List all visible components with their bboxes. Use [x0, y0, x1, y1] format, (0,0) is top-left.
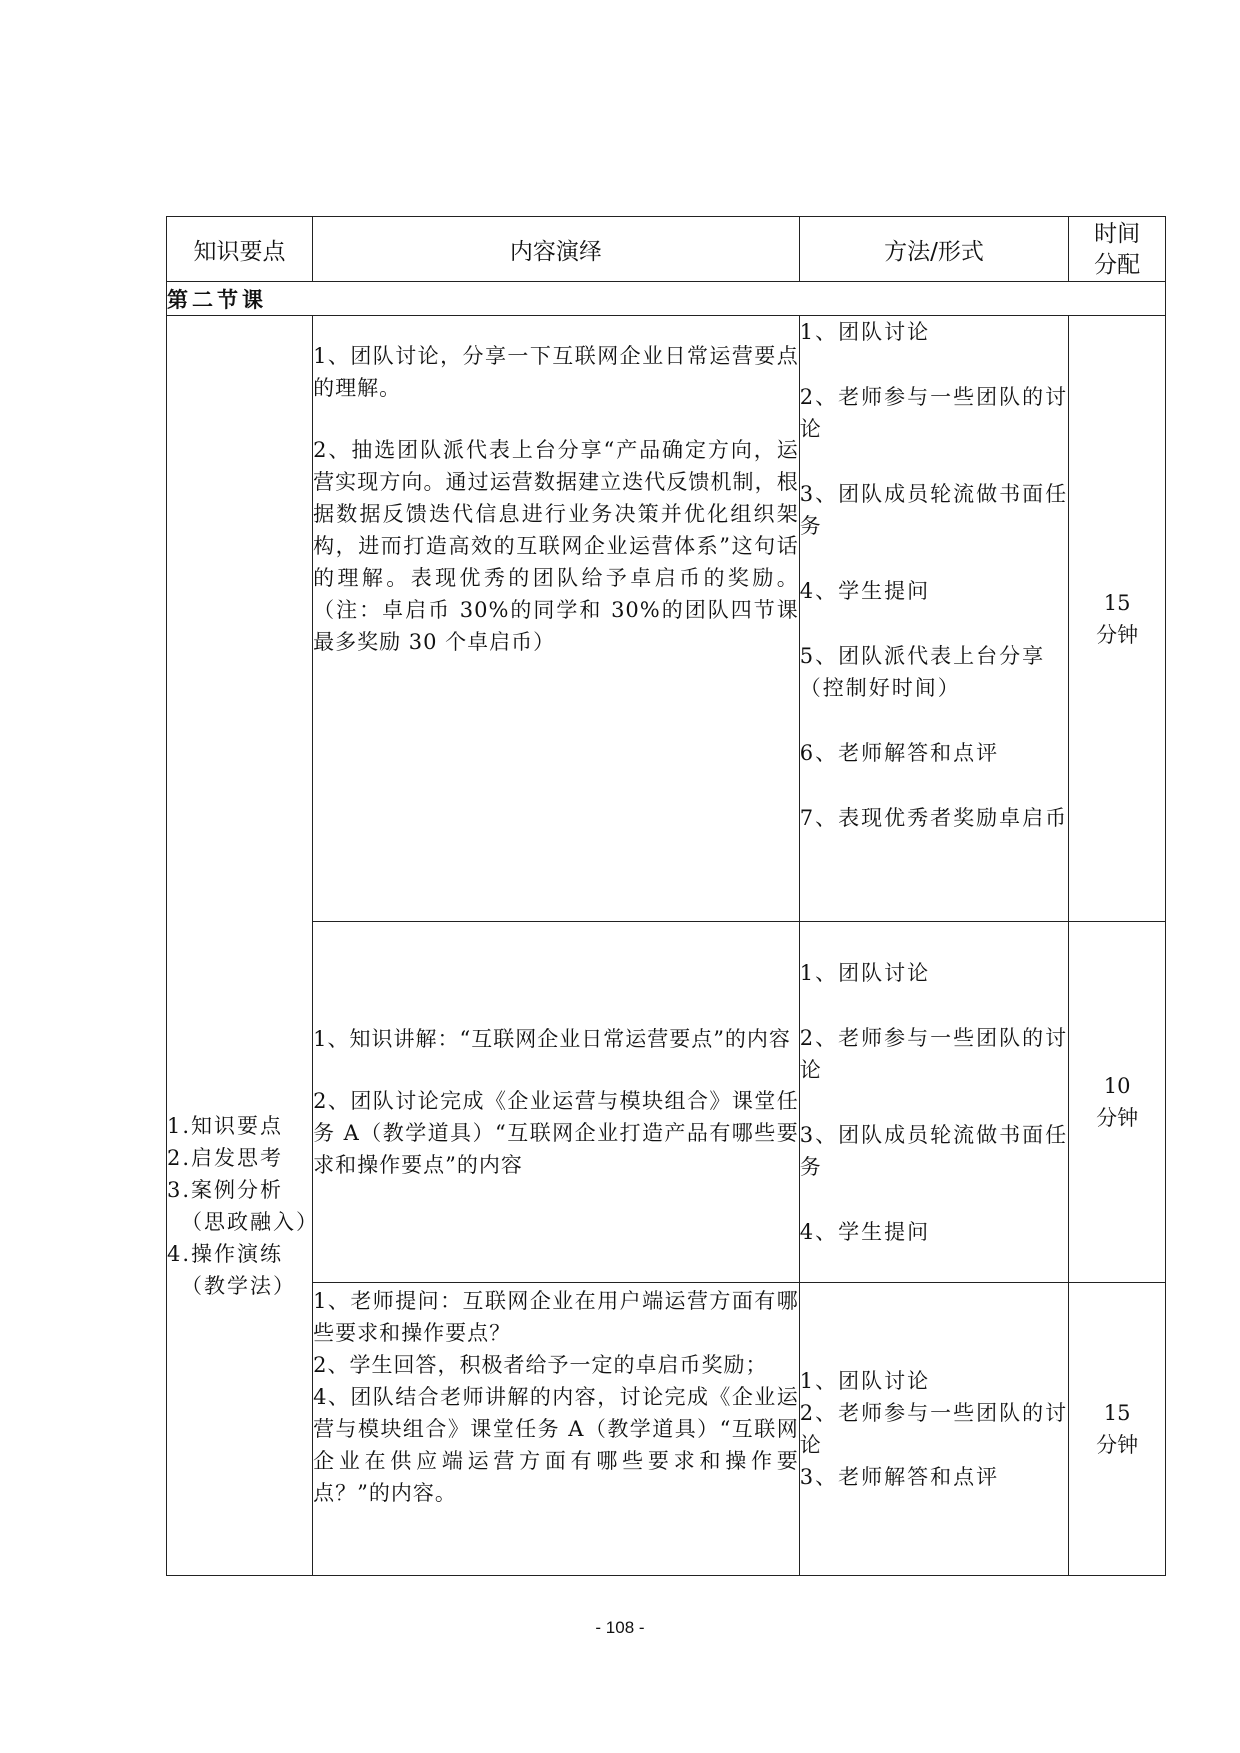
page-number: - 108 -: [595, 1618, 645, 1637]
header-time-line1: 时间: [1094, 221, 1141, 247]
content-paragraph: 2、团队讨论完成《企业运营与模块组合》课堂任务 A（教学道具）“互联网企业打造产品有哪些要求和操作要点”的内容: [313, 1089, 799, 1177]
method-item: 4、学生提问: [799, 579, 931, 603]
method-item: 3、老师解答和点评: [799, 1465, 1000, 1489]
method-item: 1、团队讨论: [799, 320, 931, 344]
content-paragraph: 4、团队结合老师讲解的内容，讨论完成《企业运营与模块组合》课堂任务 A（教学道具）“互联网企业在供应端运营方面有哪些要求和操作要点？”的内容。: [313, 1385, 799, 1505]
method-item: 2、老师参与一些团队的讨论: [799, 1401, 1069, 1457]
method-item: 6、老师解答和点评: [799, 741, 1000, 765]
header-content: 内容演绎: [313, 217, 800, 282]
knowledge-point: 1.知识要点: [167, 1113, 284, 1138]
header-time-line2: 分配: [1094, 252, 1141, 278]
content-cell: [313, 922, 800, 1283]
time-unit: 分钟: [1096, 1106, 1139, 1130]
content-cell: [313, 1283, 800, 1576]
knowledge-point: 2.启发思考: [167, 1145, 284, 1170]
method-item: 7、表现优秀者奖励卓启币: [799, 806, 1069, 830]
method-item: 3、团队成员轮流做书面任务: [799, 482, 1069, 538]
method-item: 1、团队讨论: [799, 960, 931, 985]
method-item: 2、老师参与一些团队的讨论: [799, 1025, 1069, 1082]
content-paragraph: 2、抽选团队派代表上台分享“产品确定方向，运营实现方向。通过运营数据建立迭代反馈机制，根据数据反馈迭代信息进行业务决策并优化组织架构，进而打造高效的互联网企业运营体系”这句话的理解。表现优秀的团队给予卓启币的奖励。（注：卓启币 30%的同学和 30%的团队四节课最多奖励 30 个卓启币）: [313, 438, 799, 654]
method-item: 1、团队讨论: [799, 1369, 931, 1393]
knowledge-points-cell: [167, 316, 319, 1576]
header-time: [1069, 217, 1166, 282]
time-unit: 分钟: [1096, 1433, 1139, 1457]
time-value: 15: [1103, 590, 1131, 615]
method-item: 5、团队派代表上台分享（控制好时间）: [799, 644, 1046, 700]
section-row: [167, 282, 1166, 316]
method-item: 3、团队成员轮流做书面任务: [799, 1122, 1069, 1179]
time-cell: [1069, 922, 1166, 1283]
time-cell: [1069, 316, 1166, 922]
content-paragraph: 1、团队讨论，分享一下互联网企业日常运营要点的理解。: [313, 344, 799, 400]
time-unit: 分钟: [1096, 622, 1139, 647]
content-paragraph: 1、老师提问：互联网企业在用户端运营方面有哪些要求和操作要点？: [313, 1289, 799, 1345]
method-item: 4、学生提问: [799, 1219, 931, 1244]
method-cell: [799, 316, 1069, 922]
knowledge-point: （教学法）: [181, 1273, 296, 1298]
lesson-plan-table: [166, 216, 1166, 1576]
time-value: 15: [1103, 1401, 1131, 1425]
content-paragraph: 2、学生回答，积极者给予一定的卓启币奖励；: [313, 1353, 768, 1377]
knowledge-point: 4.操作演练: [167, 1241, 284, 1266]
method-cell: [799, 1283, 1069, 1576]
content-paragraph: 1、知识讲解：“互联网企业日常运营要点”的内容: [313, 1027, 791, 1051]
table-row: [167, 1283, 1166, 1576]
section-title: 第二节课: [167, 282, 1166, 316]
table-row: [167, 316, 1166, 922]
knowledge-point: 3.案例分析: [167, 1177, 284, 1202]
table-header-row: [167, 217, 1166, 282]
time-cell: [1069, 1283, 1166, 1576]
knowledge-point: （思政融入）: [181, 1209, 319, 1234]
method-cell: [799, 922, 1069, 1283]
method-item: 2、老师参与一些团队的讨论: [799, 385, 1069, 441]
header-knowledge: 知识要点: [167, 217, 313, 282]
header-method: 方法/形式: [799, 217, 1069, 282]
content-cell: [313, 316, 800, 922]
time-value: 10: [1103, 1074, 1131, 1098]
